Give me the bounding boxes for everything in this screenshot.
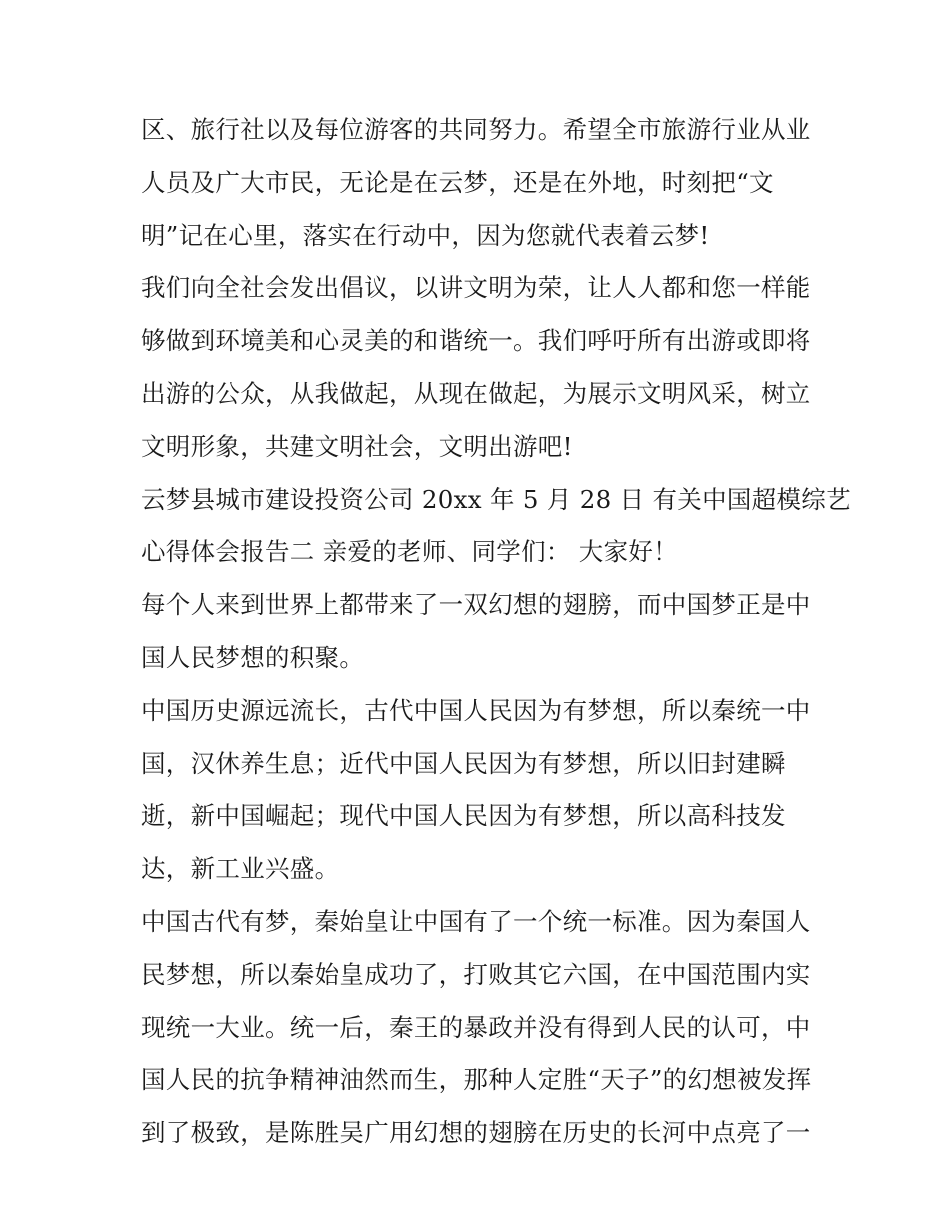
text-line: 国，汉休养生息；近代中国人民因为有梦想，所以旧封建瞬 [141,748,786,778]
text-line: 云梦县城市建设投资公司 20xx 年 5 月 28 日 有关中国超模综艺 [141,484,851,514]
text-line: 区、旅行社以及每位游客的共同努力。希望全市旅游行业从业 [141,115,811,144]
text-line: 人员及广大市民，无论是在云梦，还是在外地，时刻把“文 [141,167,774,197]
text-line: 达，新工业兴盛。 [141,854,340,884]
text-line: 文明形象，共建文明社会，文明出游吧! [141,431,573,461]
text-line: 中国历史源远流长，古代中国人民因为有梦想，所以秦统一中 [141,695,811,725]
text-line: 现统一大业。统一后，秦王的暴政并没有得到人民的认可，中 [141,1012,811,1042]
text-line: 逝，新中国崛起；现代中国人民因为有梦想，所以高科技发 [141,801,786,831]
text-line: 出游的公众，从我做起，从现在做起，为展示文明风采，树立 [141,378,811,408]
text-line: 够做到环境美和心灵美的和谐统一。我们呼吁所有出游或即将 [141,326,811,356]
text-line: 心得体会报告二 亲爱的老师、同学们： 大家好！ [141,537,678,567]
text-line: 中国古代有梦，秦始皇让中国有了一个统一标准。因为秦国人 [141,906,811,936]
text-line: 每个人来到世界上都带来了一双幻想的翅膀，而中国梦正是中 [141,590,811,620]
text-line: 国人民的抗争精神油然而生，那种人定胜“天子”的幻想被发挥 [141,1065,812,1095]
body-text [141,104,851,1160]
text-line: 民梦想，所以秦始皇成功了，打败其它六国，在中国范围内实 [141,959,811,989]
text-line: 国人民梦想的积聚。 [141,642,365,672]
text-line: 我们向全社会发出倡议，以讲文明为荣，让人人都和您一样能 [141,273,811,303]
text-line: 明”记在心里，落实在行动中，因为您就代表着云梦! [141,220,710,250]
text-line: 到了极致，是陈胜吴广用幻想的翅膀在历史的长河中点亮了一 [141,1118,811,1148]
